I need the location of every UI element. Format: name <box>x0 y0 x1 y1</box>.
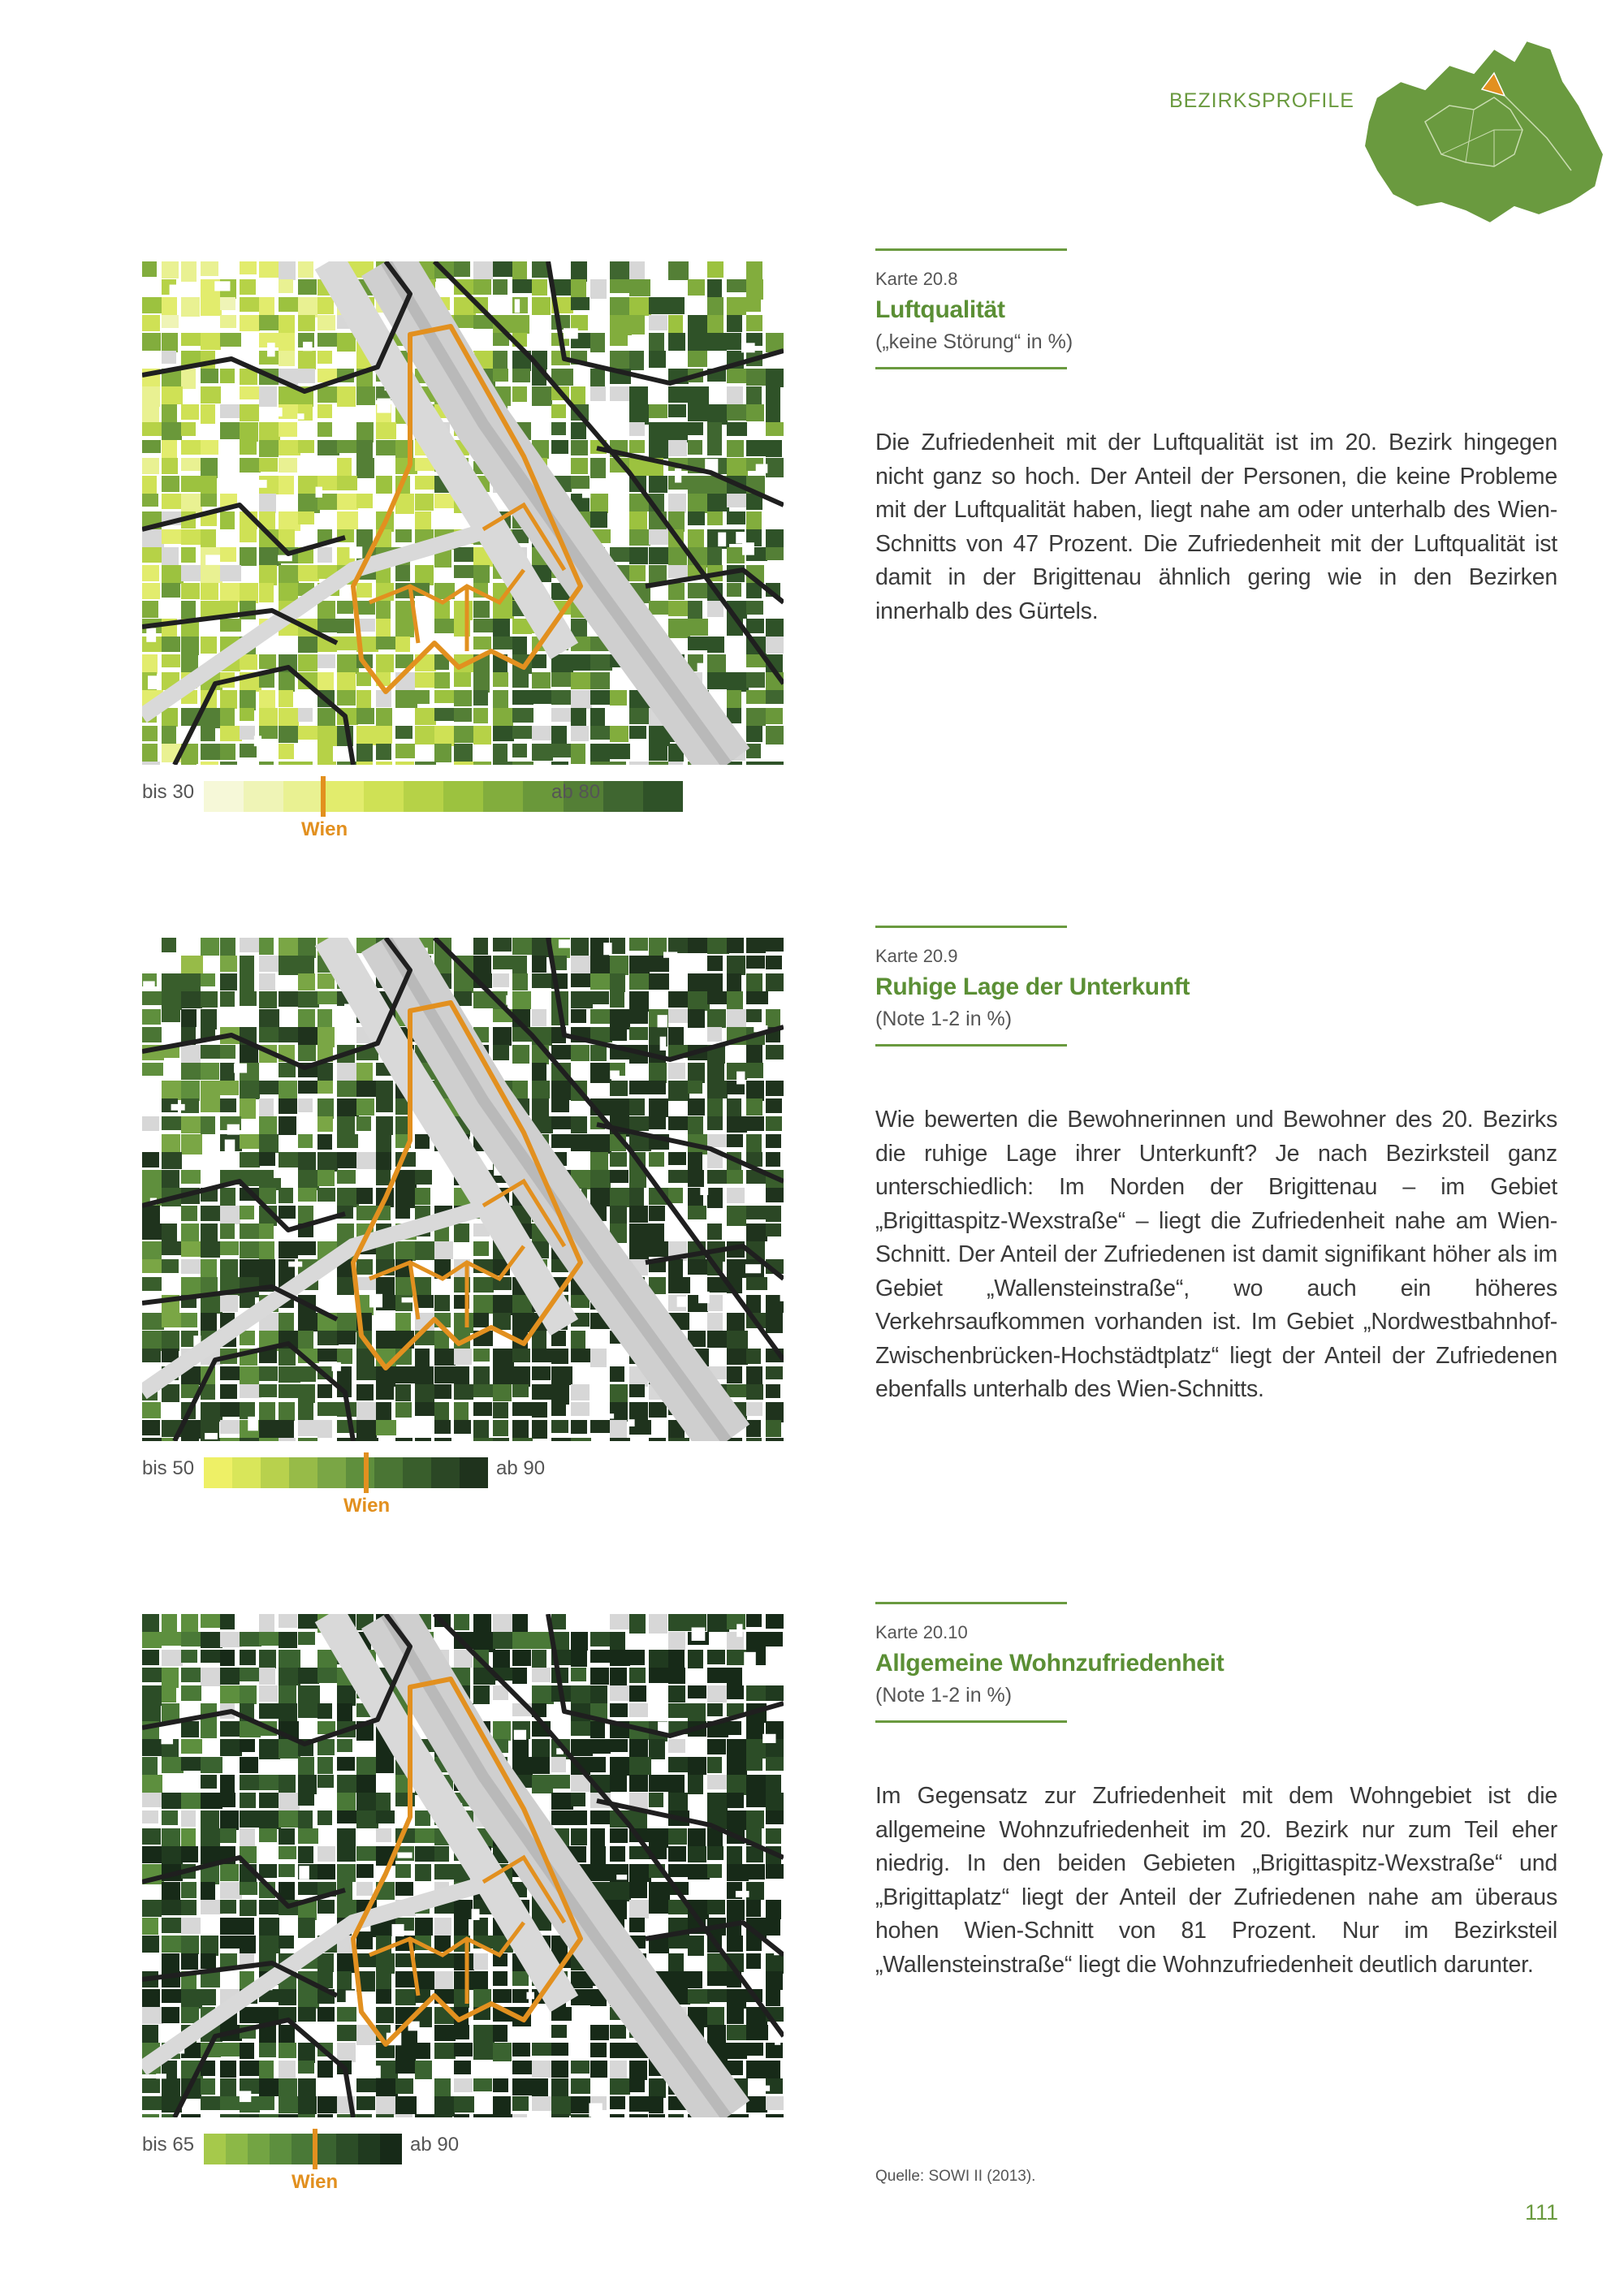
vienna-locator-map <box>1352 32 1612 227</box>
legend-max: ab 90 <box>496 1457 546 1479</box>
legend-swatch <box>292 2134 313 2164</box>
map-number: Karte 20.8 <box>875 269 958 289</box>
map-luftqualitaet <box>142 261 784 765</box>
legend-wien-marker <box>313 2129 317 2169</box>
card-ruhige-lage <box>875 926 1557 1407</box>
map-ruhige-lage <box>142 938 784 1441</box>
map-description: Wie bewerten die Bewohnerinnen und Bewohner des 20. Bezirks die ruhige Lage ihrer Unterkunft? Je nach Bezirksteil ganz unterschiedlich: Im Norden der Brigittenau – im Gebiet „Brigittaspitz-Wexstraße“ – liegt die Zufriedenheit nahe am Wien-Schnitt. Der Anteil der Zufriedenen ist damit signifikant höher als im Gebiet „Wallensteinstraße“, wo auch ein höheres Verkehrsaufkommen vorhanden ist. Im Gebiet „Nordwestbahnhof-Zwischenbrücken-Hochstädtplatz“ liegt der Anteil der Zufriedenen ebenfalls unterhalb des Wien-Schnitts. <box>875 1107 1557 1402</box>
map-title: Luftqualität <box>875 296 1005 323</box>
legend-swatch <box>204 1457 232 1488</box>
legend-swatch <box>643 781 683 812</box>
divider <box>875 926 1067 928</box>
divider <box>875 1602 1067 1604</box>
card-wohnzufriedenheit <box>875 1602 1557 1982</box>
legend-swatch <box>204 2134 226 2164</box>
legend-swatch <box>374 1457 403 1488</box>
map-description: Im Gegensatz zur Zufriedenheit mit dem Wohngebiet ist die allgemeine Wohnzufriedenheit im 20. Bezirk nur zum Teil eher niedrig. In den beiden Gebieten „Brigittaspitz-Wexstraße“ und „Brigittaplatz“ liegt der Anteil der Zufriedenen nahe am überaus hohen Wien-Schnitt von 81 Prozent. Nur im Bezirksteil „Wallensteinstraße“ liegt die Wohnzufriedenheit deutlich darunter. <box>875 1783 1557 1978</box>
source-note: Quelle: SOWI II (2013). <box>875 2168 1036 2185</box>
choropleth-map <box>142 938 784 1441</box>
map-subtitle: (Note 1-2 in %) <box>875 1008 1013 1030</box>
legend-swatch <box>483 781 523 812</box>
section-label: BEZIRKSPROFILE <box>1169 89 1354 112</box>
legend-swatch <box>403 1457 431 1488</box>
divider <box>875 1720 1067 1723</box>
divider <box>875 248 1067 251</box>
legend-swatch <box>204 781 244 812</box>
legend-swatch <box>404 781 443 812</box>
legend-swatch <box>317 1457 346 1488</box>
legend-max: ab 80 <box>551 781 601 803</box>
map-title: Allgemeine Wohnzufriedenheit <box>875 1650 1224 1677</box>
legend-swatch <box>358 2134 380 2164</box>
legend-swatch <box>261 1457 289 1488</box>
legend-swatch <box>244 781 283 812</box>
legend-wohnzufriedenheit <box>142 2134 808 2193</box>
legend-ruhige-lage <box>142 1457 808 1517</box>
legend-swatch <box>270 2134 292 2164</box>
legend-min: bis 50 <box>142 1457 195 1479</box>
legend-swatch <box>443 781 483 812</box>
map-description: Die Zufriedenheit mit der Luftqualität ist im 20. Bezirk hingegen nicht ganz so hoch. Der Anteil der Personen, die keine Probleme mit der Luftqualität haben, liegt nahe am oder unterhalb des Wien-Schnitts von 47 Prozent. Die Zufriedenheit mit der Luftqualität ist damit in der Brigittenau ähnlich gering wie in den Bezirken innerhalb des Gürtels. <box>875 429 1557 624</box>
legend-swatch <box>603 781 643 812</box>
choropleth-map <box>142 1614 784 2117</box>
legend-swatch <box>364 781 404 812</box>
legend-swatch <box>248 2134 270 2164</box>
legend-color-bar <box>204 2134 402 2164</box>
legend-swatch <box>346 1457 374 1488</box>
legend-swatch <box>232 1457 261 1488</box>
legend-swatch <box>380 2134 402 2164</box>
legend-wien-marker <box>321 776 326 817</box>
map-subtitle: (Note 1-2 in %) <box>875 1684 1013 1707</box>
legend-swatch <box>431 1457 460 1488</box>
map-number: Karte 20.10 <box>875 1622 968 1642</box>
divider <box>875 1044 1067 1047</box>
legend-swatch <box>283 781 323 812</box>
map-subtitle: („keine Störung“ in %) <box>875 330 1073 353</box>
legend-swatch <box>324 781 364 812</box>
legend-swatch <box>460 1457 488 1488</box>
divider <box>875 367 1067 369</box>
page-number: 111 <box>1525 2200 1559 2225</box>
legend-color-bar <box>204 1457 488 1488</box>
map-wohnzufriedenheit <box>142 1614 784 2117</box>
legend-min: bis 65 <box>142 2134 195 2156</box>
map-number: Karte 20.9 <box>875 946 958 966</box>
legend-color-bar <box>204 781 683 812</box>
map-title: Ruhige Lage der Unterkunft <box>875 973 1190 1000</box>
choropleth-map <box>142 261 784 765</box>
card-luftqualitaet <box>875 248 1557 628</box>
legend-swatch <box>289 1457 317 1488</box>
legend-wien-label: Wien <box>301 818 348 840</box>
legend-swatch <box>336 2134 358 2164</box>
legend-wien-marker <box>364 1452 369 1493</box>
legend-swatch <box>226 2134 248 2164</box>
legend-wien-label: Wien <box>343 1495 391 1517</box>
legend-luftqualitaet <box>142 781 808 838</box>
legend-max: ab 90 <box>410 2134 460 2156</box>
legend-wien-label: Wien <box>292 2171 339 2193</box>
legend-min: bis 30 <box>142 781 195 803</box>
